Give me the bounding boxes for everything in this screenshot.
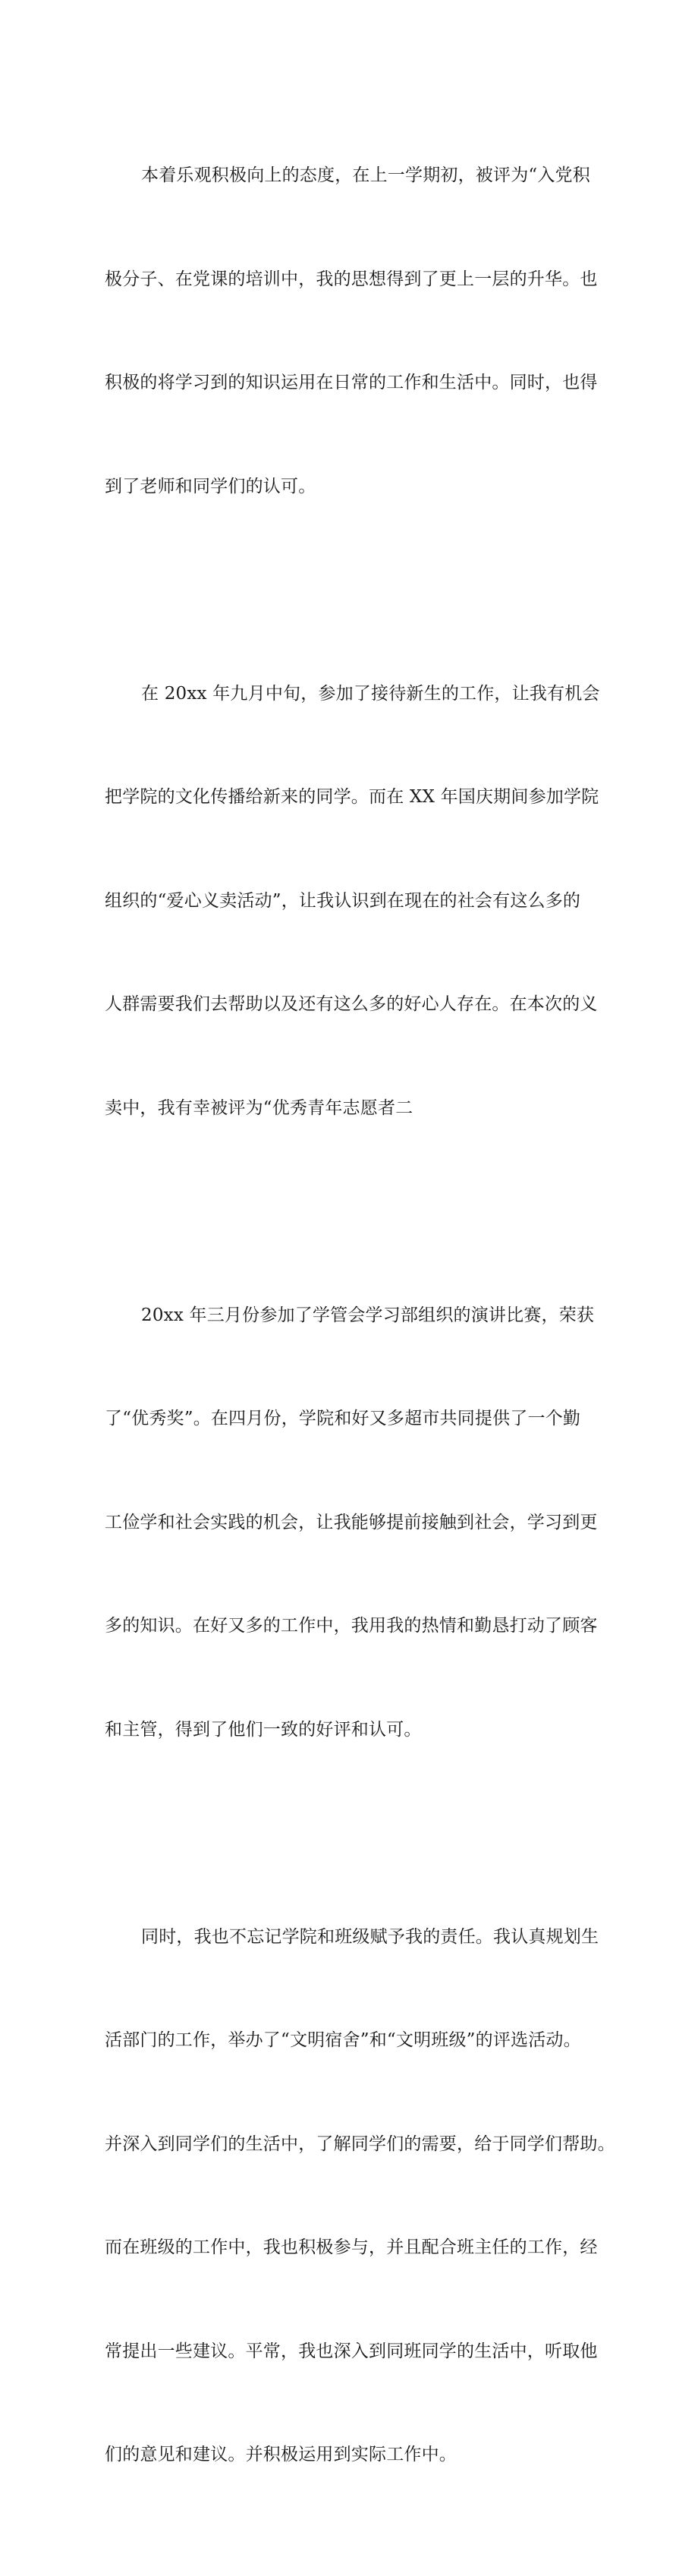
text-line: 在 20xx 年九月中旬，参加了接待新生的工作，让我有机会	[141, 683, 600, 704]
text-line: 积极的将学习到的知识运用在日常的工作和生活中。同时，也得	[105, 373, 598, 392]
text-line: 组织的“爱心义卖活动”，让我认识到在现在的社会有这么多的	[105, 890, 581, 911]
text-line: 并深入到同学们的生活中，了解同学们的需要，给于同学们帮助。	[105, 2134, 615, 2154]
text-line: 和主管，得到了他们一致的好评和认可。	[105, 1719, 422, 1740]
text-line: 多的知识。在好又多的工作中，我用我的热情和勤恳打动了顾客	[105, 1616, 598, 1636]
paragraph-3	[105, 1230, 596, 1817]
text-line: 到了老师和同学们的认可。	[105, 476, 316, 496]
text-line: 而在班级的工作中，我也积极参与，并且配合班主任的工作，经	[105, 2237, 598, 2257]
text-line: 同时，我也不忘记学院和班级赋予我的责任。我认真规划生	[141, 1926, 599, 1947]
text-line: 了“优秀奖”。在四月份，学院和好又多超市共同提供了一个勤	[105, 1409, 581, 1428]
text-line: 活部门的工作，举办了“文明宿舍”和“文明班级”的评选活动。	[105, 2030, 581, 2050]
paragraph-2	[105, 608, 600, 1195]
text-line: 把学院的文化传播给新来的同学。而在 XX 年国庆期间参加学院	[105, 787, 599, 807]
paragraph-1	[105, 90, 596, 573]
text-line: 工俭学和社会实践的机会，让我能够提前接触到社会，学习到更	[105, 1512, 598, 1532]
paragraph-4	[105, 1851, 615, 2542]
text-line: 人群需要我们去帮助以及还有这么多的好心人存在。在本次的义	[105, 994, 598, 1014]
text-line: 常提出一些建议。平常，我也深入到同班同学的生活中，听取他	[105, 2341, 598, 2361]
text-line: 卖中，我有幸被评为“优秀青年志愿者二	[105, 1097, 413, 1118]
text-line: 20xx 年三月份参加了学管会学习部组织的演讲比赛，荣获	[141, 1305, 595, 1325]
text-line: 们的意见和建议。并积极运用到实际工作中。	[105, 2445, 457, 2464]
text-line: 极分子、在党课的培训中，我的思想得到了更上一层的升华。也	[105, 269, 598, 289]
document-body	[105, 90, 615, 2576]
text-line: 本着乐观积极向上的态度，在上一学期初，被评为“入党积	[141, 165, 590, 185]
